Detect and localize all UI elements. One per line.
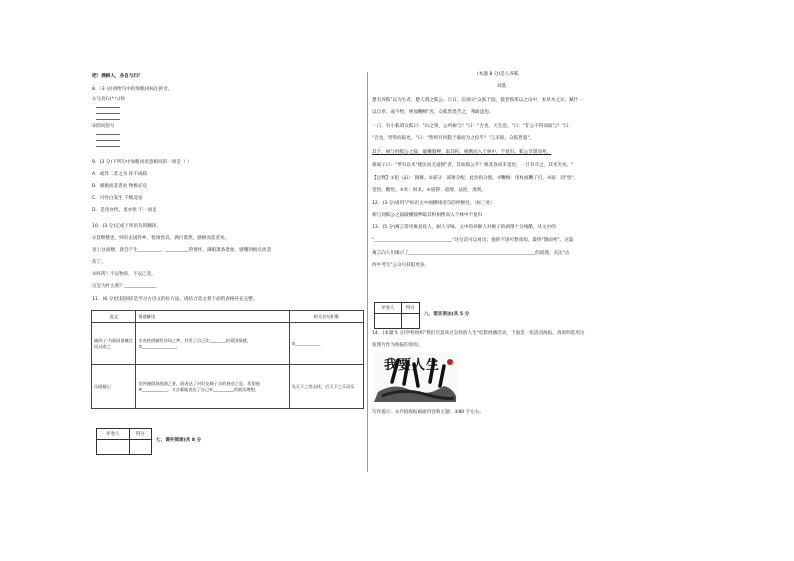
table-cell: ③____________ [289, 323, 363, 365]
passage-line: 郁离子曰："世有以术"使民而无道揆"者，其如狐公乎？惟其昏而未觉也，一旦有开之，其术穷矣。" [372, 163, 574, 168]
q13-line: 寓言向人们揭示了_______________________________________________________的道理。关注"击 [372, 251, 570, 256]
table-cell: 先天下之忧而忧，后天下之乐而乐 [289, 365, 363, 409]
answer-line [96, 140, 120, 141]
passage-line: "否也，皆得而取也。"曰："然则吾何假于彼而为之役乎？"言未既，众狐皆寤"。 [372, 136, 535, 141]
table-cell: 岳阳楼记 [92, 365, 136, 409]
passage-author: 刘基 [497, 84, 507, 89]
table-cell: 辛弃疾借描绘沙场之梦，抒发了自己①________的爱国情感，②________________。 [136, 323, 289, 365]
q10-sentence-2: ②何哉？不以物喜，不以己悲。 [92, 272, 156, 277]
section-7-title: 七、课外阅读(共 8 分 [156, 438, 202, 443]
q9-option-c: C．可怜白发生 千帆竞发 [92, 196, 143, 201]
q7-tail: 吧！满耕人，各自与归？ [92, 74, 143, 79]
q9-stem: 9．(3 分)下列句中加粗词语意相同的一项是（ ） [92, 160, 192, 165]
passage-line: 一日，有小狐谓众狐曰："山之果，公所树与？"曰："否也，天生也。"曰："非公不得而取与？"曰： [372, 124, 574, 129]
q13-line: "__________________________________"这句话可以看出；他的下场可想而知，最终"饿而死"。这篇 [372, 238, 574, 243]
q12-sentence: 相与伺狐公之寝破栅毁柙取其积相携而入于林中不复归 [372, 213, 483, 218]
score-cell [401, 314, 419, 329]
q9-option-d: D．是进亦忧，退亦忧 不一而足 [92, 208, 157, 213]
answer-line [96, 146, 120, 147]
q14-stem-end: 张图片作为海报的原因。 [372, 343, 423, 348]
q9-option-a: A．或异二者之为 环不成缺 [92, 172, 148, 177]
q9-option-b: B．感极而悲者矣 物极必反 [92, 184, 148, 189]
score-header: 得分 [129, 429, 151, 440]
q13-stem: 13．(5 分)寓言常用寓意化人，耐人寻味。文中的养猴人对猴子的剥削十分残酷，从文中的 [372, 225, 556, 230]
passage-title: (本题 8 分)是人养狐 [477, 72, 519, 77]
score-header: 评卷人 [97, 429, 130, 440]
answer-line [96, 113, 120, 114]
answer-line [96, 134, 120, 135]
table-header: 相关名句积累 [289, 311, 363, 323]
q8-item-b: ②阴风怒号 [92, 124, 115, 129]
q10-translation-1: 登上这座楼，就会产生__________、__________的情怀，满眼萧条景象，感慨到极点而悲 [92, 248, 272, 253]
answer-line [96, 119, 120, 120]
q11-stem: 11．(6 分)比较阅读是学习古诗文的好方法，请结合选文将下面的表格补充完整。 [92, 297, 258, 302]
answer-line [96, 107, 120, 108]
poster-calligraphy: 我要人生 [384, 358, 441, 373]
table-header: 情感解读 [136, 311, 289, 323]
q13-line: 西中考生"公众号获取更多。 [372, 263, 430, 268]
score-cell [375, 314, 402, 329]
q10-translation-1-end: 伤了。 [92, 260, 106, 265]
score-header: 评卷人 [375, 303, 402, 314]
page-divider [367, 72, 368, 472]
writing-tip: 写作提示：①介绍海报画面内容和主题；②80 字左右。 [372, 410, 485, 415]
score-header: 得分 [401, 303, 419, 314]
passage-line: 以自奉。或不给，则加鞭棰"焉，众狐皆畏苦之，弗敢违也。 [372, 110, 494, 115]
q12-stem: 12．(3 分)请用"/"标出文中画横线语句的停顿处。（标三处） [372, 201, 495, 206]
passage-line: 楚有养狐"以为生者，楚人谓之狐公。旦日，必部分"众狐于庭，使老狐率以之山中，本草木之实，赋什一 [372, 98, 583, 103]
q8-stem: 8．（3 分)请给句中的加粗词标注拼音。 [92, 87, 173, 92]
score-box [96, 428, 152, 455]
q14-stem: 14．(本题 5 分)学校组织"我们究竟该过怎样的人生"电影展播活动，下面是一张活动海报。请说明选用这 [372, 331, 585, 336]
score-cell [97, 440, 130, 455]
poster-image [374, 352, 458, 402]
section-8-title: 八、语言表达(共 5 分 [424, 312, 470, 317]
q10-sentence-1: ①登斯楼也，则有去国怀乡，忧谗畏讥，满目萧然，感极而悲者矣。 [92, 236, 230, 241]
q10-stem: 10．(3 分)完成下列语句的翻译。 [92, 224, 161, 229]
passage-underlined-line: 其夕，相与伺狐公之寝，破栅毁柙，取其积，相携而入于林中，不复归。狐公卒馁而死。 [372, 150, 552, 155]
table-cell: 破阵子·为陈同甫赋壮词以寄之 [92, 323, 136, 365]
table-cell: 范仲淹借洞庭湖之景，既表达了对好友滕子京的规劝之意，希望他④____________，又含蓄地表达了自己⑤__________的政治理想。 [136, 365, 289, 409]
table-header: 选文 [92, 311, 136, 323]
q8-item-a: ①马食石(*八)快 [92, 97, 125, 102]
score-cell [129, 440, 151, 455]
score-box [374, 302, 420, 329]
passage-notes: 觉悟，醒悟。⑤术：权术。⑥道揆：道理，法度，准则。 [372, 188, 486, 193]
q10-translation-2: 这是为什么呢？______________ [92, 284, 157, 289]
passage-notes: 【注释】①狙（jū）：猕猴。②部分：部署分配，此处指分派。③鞭棰：用杖或鞭子打。④寤：同"悟"， [372, 176, 579, 181]
comparison-table [91, 310, 364, 409]
